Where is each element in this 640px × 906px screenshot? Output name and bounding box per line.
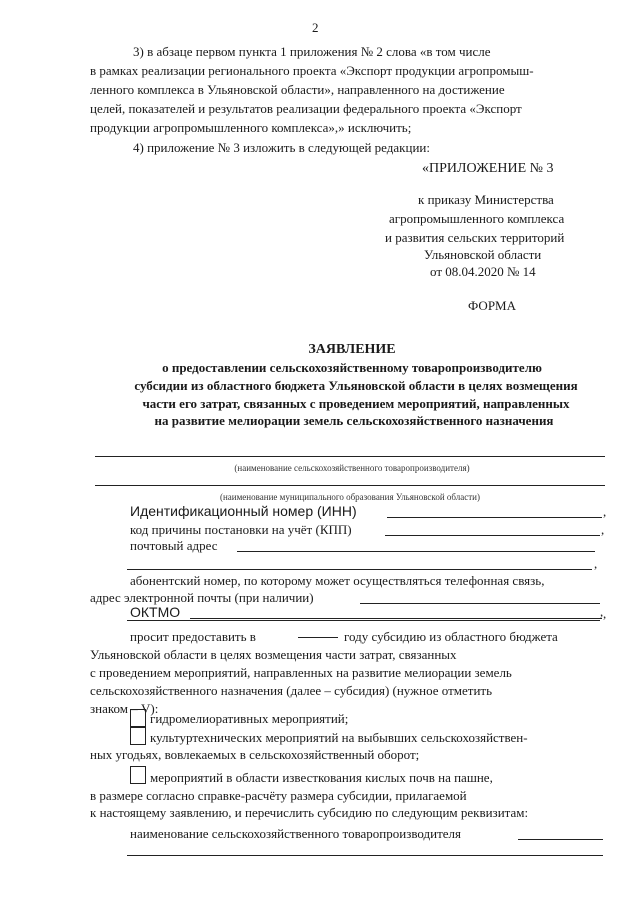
para3-line3: ленного комплекса в Ульяновской области», направленного на достижение [90, 82, 505, 97]
option3-line1: мероприятий в области известкования кислых почв на пашне, [150, 770, 493, 785]
option2-checkbox[interactable] [130, 727, 146, 745]
request-line3: с проведением мероприятий, направленных на развитие мелиорации земель [90, 665, 512, 680]
oktmo-field[interactable] [190, 618, 602, 619]
address-field[interactable] [237, 551, 595, 552]
producer-name-line[interactable] [95, 456, 605, 457]
request-line4: сельскохозяйственного назначения (далее – субсидия) (нужное отметить [90, 683, 493, 698]
address-label: почтовый адрес [130, 538, 218, 553]
option3-line2: в размере согласно справке-расчёту размера субсидии, прилагаемой [90, 788, 467, 803]
address-comma: , [594, 556, 598, 571]
oktmo-comma: , [603, 606, 607, 621]
year-field[interactable] [298, 637, 338, 638]
kpp-comma: , [601, 522, 605, 537]
para4-line1: 4) приложение № 3 изложить в следующей редакции: [133, 140, 430, 155]
option3-line3: к настоящему заявлению, и перечислить субсидию по следующим реквизитам: [90, 805, 529, 820]
para3-line4: целей, показателей и результатов реализации федерального проекта «Экспорт [90, 101, 522, 116]
request-line2: Ульяновской области в целях возмещения части затрат, связанных [90, 647, 457, 662]
municipality-line[interactable] [95, 485, 605, 486]
form-label: ФОРМА [468, 298, 516, 313]
kpp-field[interactable] [385, 535, 600, 536]
phone-label: абонентский номер, по которому может осуществляться телефонная связь, [130, 573, 545, 588]
inn-comma: , [603, 504, 607, 519]
inn-label: Идентификационный номер (ИНН) [130, 503, 357, 519]
details-field-2[interactable] [127, 855, 603, 856]
address-field-2[interactable] [127, 569, 592, 570]
heading-title: ЗАЯВЛЕНИЕ [308, 342, 396, 357]
details-field[interactable] [518, 839, 603, 840]
option3-checkbox[interactable] [130, 766, 146, 784]
request-line1a: просит предоставить в [130, 629, 256, 644]
appendix-line4: Ульяновской области [424, 247, 542, 262]
request-line5: знаком – V): [90, 701, 159, 716]
email-field[interactable] [360, 603, 600, 604]
request-line1b: году субсидию из областного бюджета [344, 629, 558, 644]
para3-line5: продукции агропромышленного комплекса»,» исключить; [90, 120, 412, 135]
kpp-label: код причины постановки на учёт (КПП) [130, 522, 352, 537]
inn-field[interactable] [387, 517, 602, 518]
heading-line1: о предоставлении сельскохозяйственному товаропроизводителю [162, 360, 542, 375]
option2-line2: ных угодьях, вовлекаемых в сельскохозяйственный оборот; [90, 747, 420, 762]
details-line1: наименование сельскохозяйственного товаропроизводителя [130, 826, 462, 841]
option2-line1: культуртехнических мероприятий на выбывших сельскохозяйствен- [150, 730, 528, 745]
page-number: 2 [312, 20, 319, 35]
email-label: адрес электронной почты (при наличии) [90, 590, 314, 605]
email-comma: , [600, 604, 604, 619]
appendix-line2: агропромышленного комплекса [389, 211, 565, 226]
option1-checkbox[interactable] [130, 709, 146, 727]
heading-line2: субсидии из областного бюджета Ульяновской области в целях возмещения [134, 378, 578, 393]
heading-line3: части его затрат, связанных с проведением мероприятий, направленных [142, 396, 570, 411]
appendix-title: «ПРИЛОЖЕНИЕ № 3 [422, 161, 554, 176]
para3-line1: 3) в абзаце первом пункта 1 приложения № 2 слова «в том числе [133, 44, 491, 59]
municipality-caption: (наименование муниципального образования Ульяновской области) [219, 492, 481, 502]
appendix-line5: от 08.04.2020 № 14 [430, 264, 536, 279]
option1-label: гидромелиоративных мероприятий; [150, 711, 349, 726]
email-field-2[interactable] [127, 620, 600, 621]
appendix-line1: к приказу Министерства [418, 192, 554, 207]
producer-caption: (наименование сельскохозяйственного товаропроизводителя) [234, 463, 470, 473]
oktmo-label: ОКТМО [130, 604, 181, 620]
appendix-line3: и развития сельских территорий [385, 230, 565, 245]
para3-line2: в рамках реализации регионального проекта «Экспорт продукции агропромыш- [90, 63, 534, 78]
heading-line4: на развитие мелиорации земель сельскохозяйственного назначения [154, 413, 554, 428]
